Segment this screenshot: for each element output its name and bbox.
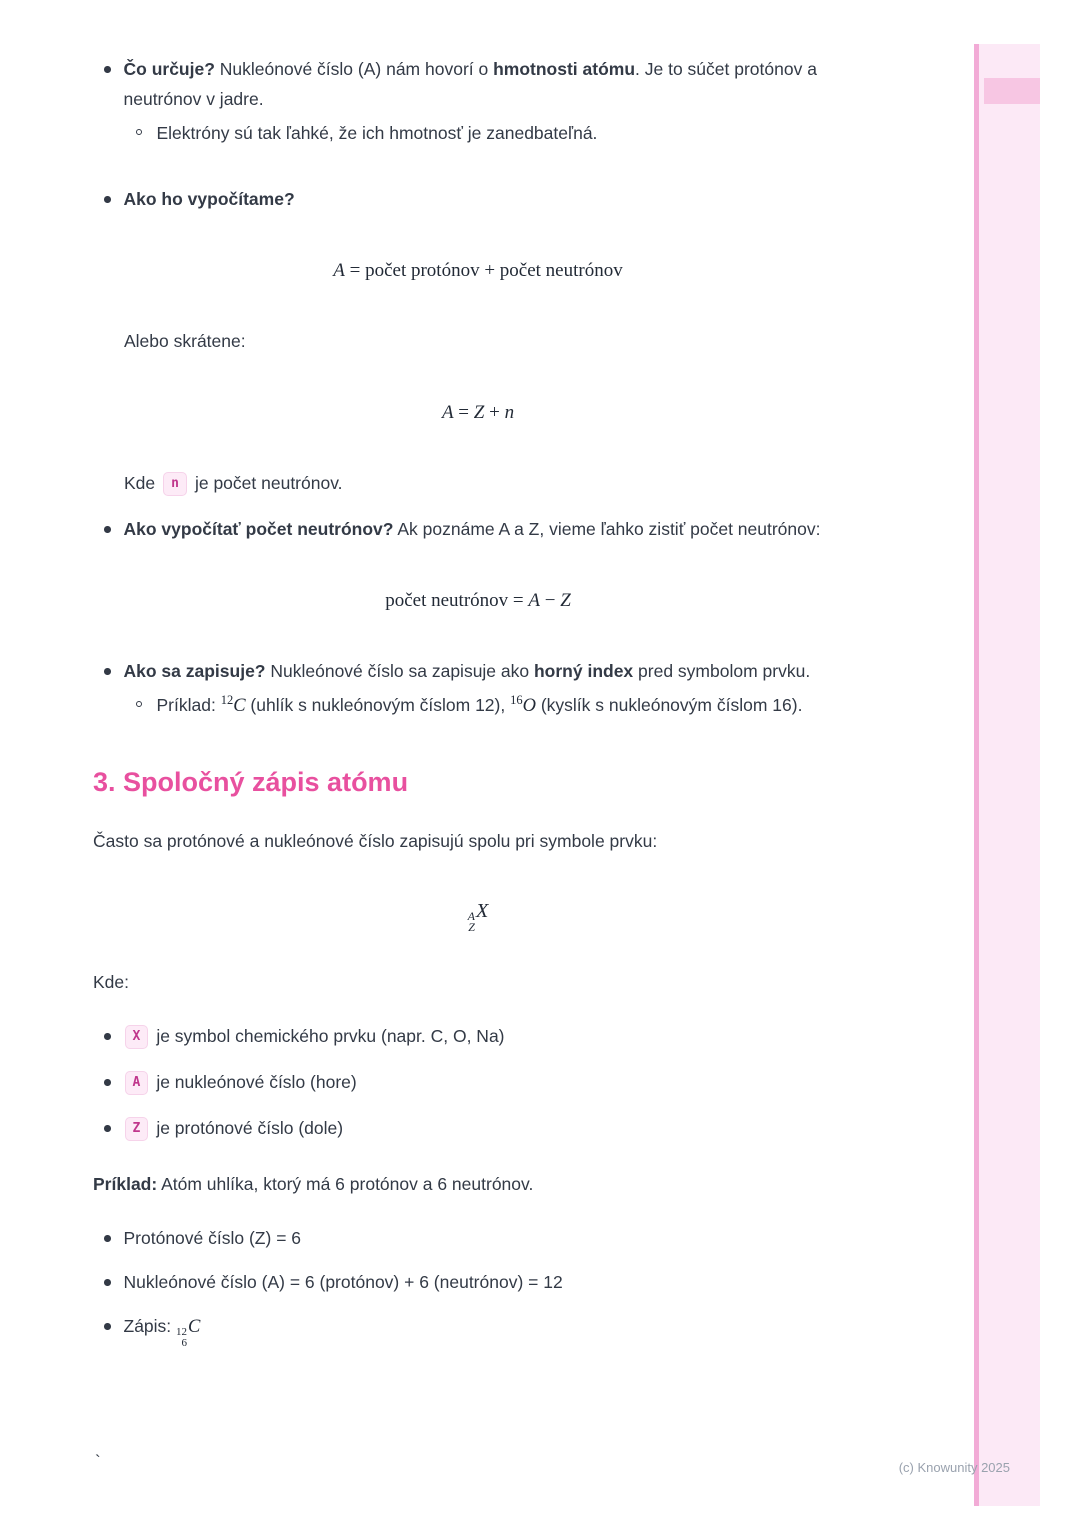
formula-a-z-n bbox=[93, 398, 863, 428]
bold-co-urcuje: Čo určuje? bbox=[123, 59, 215, 79]
sub-bullet-circle-icon bbox=[136, 129, 142, 135]
math-prescript-12: 12 bbox=[176, 1326, 188, 1338]
copyright-watermark: (c) Knowunity 2025 bbox=[898, 1460, 1010, 1475]
text-run: (uhlík s nukleónovým číslom 12), bbox=[245, 695, 511, 715]
bold-ako-vypocitat: Ako vypočítať počet neutrónov? bbox=[123, 519, 394, 539]
math-superscript-16: 16 bbox=[510, 693, 523, 707]
bullet-dot-icon bbox=[104, 196, 111, 203]
calc-item-protonove-text: Protónové číslo (Z) = 6 bbox=[123, 1228, 302, 1248]
bullet-dot-icon bbox=[104, 1125, 111, 1132]
bullet-co-urcuje bbox=[93, 54, 863, 148]
math-prescript-z: Z bbox=[468, 919, 475, 934]
text-run: . Je to súčet protónov a neutrónov v jadre. bbox=[123, 59, 817, 109]
math-symbol-c: C bbox=[188, 1317, 201, 1337]
bullet-ako-sa-zapisuje bbox=[93, 656, 863, 722]
paragraph-alebo-skratene: Alebo skrátene: bbox=[124, 331, 246, 351]
text-run: je protónové číslo (dole) bbox=[156, 1118, 344, 1138]
bullet-co-urcuje-text bbox=[124, 54, 864, 148]
paragraph-casto: Často sa protónové a nukleónové číslo zapisujú spolu pri symbole prvku: bbox=[93, 831, 658, 851]
page-edge-line bbox=[974, 44, 979, 1506]
page-edge-highlight bbox=[984, 78, 1040, 104]
calc-item-zapis-text bbox=[123, 1311, 864, 1349]
text-run: Atóm uhlíka, ktorý má 6 protónov a 6 neutrónov. bbox=[157, 1174, 534, 1194]
math-symbol-o: O bbox=[522, 696, 536, 716]
math-op: = bbox=[453, 402, 474, 423]
inline-code-n: n bbox=[163, 472, 187, 496]
document-content bbox=[93, 54, 863, 1349]
text-run: je počet neutrónov. bbox=[194, 473, 343, 493]
bullet-ako-vypocitat bbox=[93, 514, 863, 544]
bullet-dot-icon bbox=[104, 1323, 111, 1330]
text-run: Nukleónové číslo (A) nám hovorí o bbox=[214, 59, 494, 79]
page-edge-decoration bbox=[976, 44, 1040, 1506]
calc-item-protonove bbox=[93, 1223, 863, 1253]
text-run: Nukleónové číslo sa zapisuje ako bbox=[265, 661, 534, 681]
calc-item-zapis bbox=[93, 1311, 863, 1349]
math-symbol-x: X bbox=[475, 900, 489, 922]
math-text: = počet protónov + počet neutrónov bbox=[344, 260, 623, 281]
bullet-ako-ho-vypocitame-text bbox=[124, 184, 864, 214]
sub-bullet-priklad-text bbox=[157, 690, 864, 722]
paragraph-kde: Kde: bbox=[93, 972, 129, 992]
legend-item-a-text bbox=[124, 1067, 864, 1097]
formula-nucleon-sum bbox=[93, 256, 863, 286]
bullet-dot-icon bbox=[104, 1235, 111, 1242]
legend-item-a bbox=[93, 1067, 863, 1097]
bullet-dot-icon bbox=[104, 1079, 111, 1086]
sub-bullet-priklad bbox=[124, 690, 864, 722]
bullet-ako-ho-vypocitame bbox=[93, 184, 863, 214]
math-var-z: Z bbox=[473, 402, 485, 423]
bold-horny-index: horný index bbox=[533, 661, 634, 681]
sub-bullet-circle-icon bbox=[136, 701, 142, 707]
bullet-dot-icon bbox=[104, 66, 111, 73]
text-run: Zápis: bbox=[123, 1316, 177, 1336]
bullet-ako-sa-zapisuje-text bbox=[124, 656, 864, 722]
legend-item-z-text bbox=[124, 1113, 864, 1143]
math-prescript-6: 6 bbox=[181, 1336, 188, 1349]
text-run: (kyslík s nukleónovým číslom 16). bbox=[535, 695, 803, 715]
math-text: počet neutrónov = bbox=[385, 590, 529, 611]
text-run: je nukleónové číslo (hore) bbox=[156, 1072, 357, 1092]
bullet-dot-icon bbox=[104, 526, 111, 533]
text-run: pred symbolom prvku. bbox=[633, 661, 811, 681]
bullet-dot-icon bbox=[104, 668, 111, 675]
sub-bullet-elektrony-text: Elektróny sú tak ľahké, že ich hmotnosť je zanedbateľná. bbox=[156, 123, 598, 143]
math-symbol-c: C bbox=[233, 696, 246, 716]
bullet-dot-icon bbox=[104, 1279, 111, 1286]
text-run: Príklad: bbox=[156, 695, 221, 715]
section-heading-spolocny-zapis: 3. Spoločný zápis atómu bbox=[93, 767, 409, 797]
legend-item-z bbox=[93, 1113, 863, 1143]
calc-item-nukleonove bbox=[93, 1267, 863, 1297]
bold-ako-ho-vypocitame: Ako ho vypočítame? bbox=[123, 189, 295, 209]
bullet-ako-vypocitat-text bbox=[124, 514, 864, 544]
math-var-a: A bbox=[333, 260, 345, 281]
math-superscript-12: 12 bbox=[220, 693, 234, 707]
sub-bullet-elektrony bbox=[124, 118, 864, 148]
math-var-a: A bbox=[528, 590, 540, 611]
bold-priklad: Príklad: bbox=[93, 1174, 158, 1194]
math-prescript-stack bbox=[468, 911, 475, 932]
math-prescript-a: A bbox=[467, 909, 475, 923]
paragraph-priklad bbox=[93, 1169, 863, 1199]
inline-code-a: A bbox=[125, 1071, 149, 1095]
legend-item-x-text bbox=[124, 1021, 864, 1051]
stray-backtick-char: ` bbox=[95, 1452, 101, 1471]
math-var-z: Z bbox=[560, 590, 571, 611]
text-run: Kde bbox=[124, 473, 156, 493]
math-var-n: n bbox=[504, 402, 515, 423]
text-run: je symbol chemického prvku (napr. C, O, Na) bbox=[156, 1026, 505, 1046]
bullet-dot-icon bbox=[104, 1033, 111, 1040]
formula-neutron-count bbox=[93, 586, 863, 616]
math-var-a: A bbox=[441, 402, 454, 423]
text-run: Ak poznáme A a Z, vieme ľahko zistiť počet neutrónov: bbox=[393, 519, 821, 539]
inline-code-z: Z bbox=[125, 1117, 149, 1141]
math-op: + bbox=[484, 402, 505, 423]
bold-hmotnosti-atomu: hmotnosti atómu bbox=[493, 59, 636, 79]
formula-azx-notation bbox=[93, 896, 863, 934]
bold-ako-sa-zapisuje: Ako sa zapisuje? bbox=[123, 661, 266, 681]
inline-code-x: X bbox=[125, 1025, 149, 1049]
legend-item-x bbox=[93, 1021, 863, 1051]
paragraph-kde-n bbox=[124, 468, 863, 498]
math-prescript-stack bbox=[176, 1327, 187, 1348]
math-op: − bbox=[539, 590, 561, 611]
calc-item-nukleonove-text: Nukleónové číslo (A) = 6 (protónov) + 6 (neutrónov) = 12 bbox=[123, 1272, 563, 1292]
